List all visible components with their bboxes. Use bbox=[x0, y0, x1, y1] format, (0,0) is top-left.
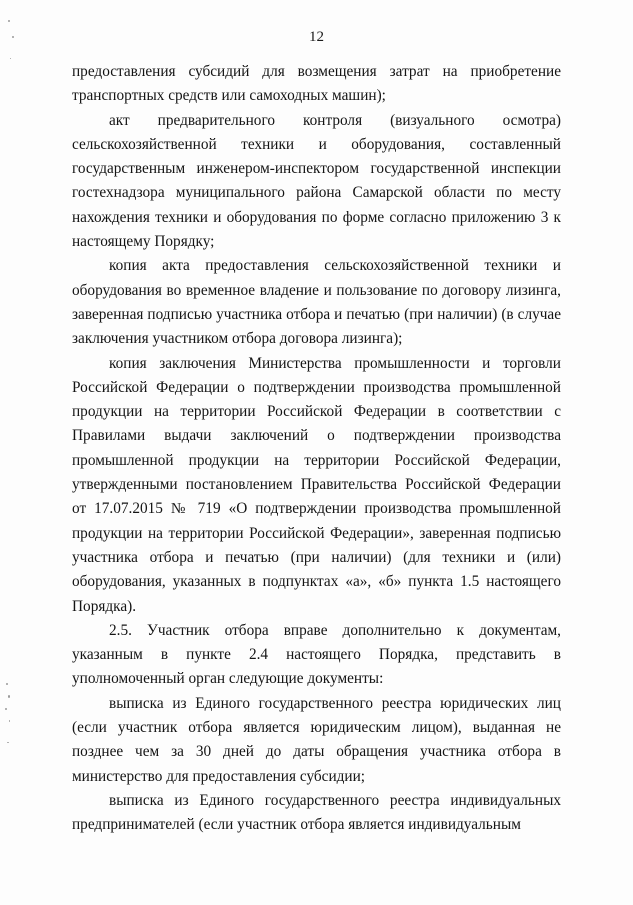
paragraph-ministry-conclusion-copy: копия заключения Министерства промышленности и торговли Российской Федерации о подтверждении производства промышленной продукции на территории Российской Федерации в соответствии с Правилами выдачи заключений о подтверждении производства промышленной продукции на территории Российской Федерации, утвержденными постановлением Правительства Российской Федерации от 17.07.2015 № 719 «О подтверждении производства промышленной продукции на территории Российской Федерации», заверенная подписью участника отбора и печатью (при наличии) (для техники и (или) оборудования, указанных в подпунктах «а», «б» пункта 1.5 настоящего Порядка). bbox=[72, 354, 561, 615]
paragraph-entrepreneurs-register: выписка из Единого государственного реестра индивидуальных предпринимателей (если участник отбора является индивидуальным bbox=[72, 791, 561, 834]
scan-speck bbox=[9, 720, 10, 722]
paragraph-clause-2-5: 2.5. Участник отбора вправе дополнительно к документам, указанным в пункте 2.4 настоящего Порядка, представить в уполномоченный орган следующие документы: bbox=[72, 621, 561, 688]
scan-speck bbox=[12, 36, 14, 38]
paragraph-leasing-act-copy: копия акта предоставления сельскохозяйственной техники и оборудования во временное владение и пользование по договору лизинга, заверенная подписью участника отбора и печатью (при наличии) (в случае заключения участником отбора договора лизинга); bbox=[72, 257, 561, 348]
page-number: 12 bbox=[309, 29, 324, 45]
scan-speck bbox=[8, 20, 10, 22]
scan-speck bbox=[10, 58, 11, 59]
paragraph-continuation: предоставления субсидий для возмещения затрат на приобретение транспортных средств или самоходных машин); bbox=[72, 63, 561, 105]
scan-speck bbox=[5, 708, 7, 710]
scan-speck bbox=[8, 695, 10, 698]
paragraph-legal-entities-register: выписка из Единого государственного реестра юридических лиц (если участник отбора является юридическим лицом), выданная не позднее чем за 30 дней до даты обращения участника отбора в министерство для предоставления субсидии; bbox=[72, 694, 561, 785]
scan-speck bbox=[6, 683, 8, 685]
document-body bbox=[72, 60, 561, 838]
scan-speck bbox=[7, 742, 9, 743]
paragraph-inspection-act: акт предварительного контроля (визуального осмотра) сельскохозяйственной техники и оборудования, составленный государственным инженером-инспектором государственной инспекции гостехнадзора муниципального района Самарской области по месту нахождения техники и оборудования по форме согласно приложению 3 к настоящему Порядку; bbox=[72, 111, 561, 251]
